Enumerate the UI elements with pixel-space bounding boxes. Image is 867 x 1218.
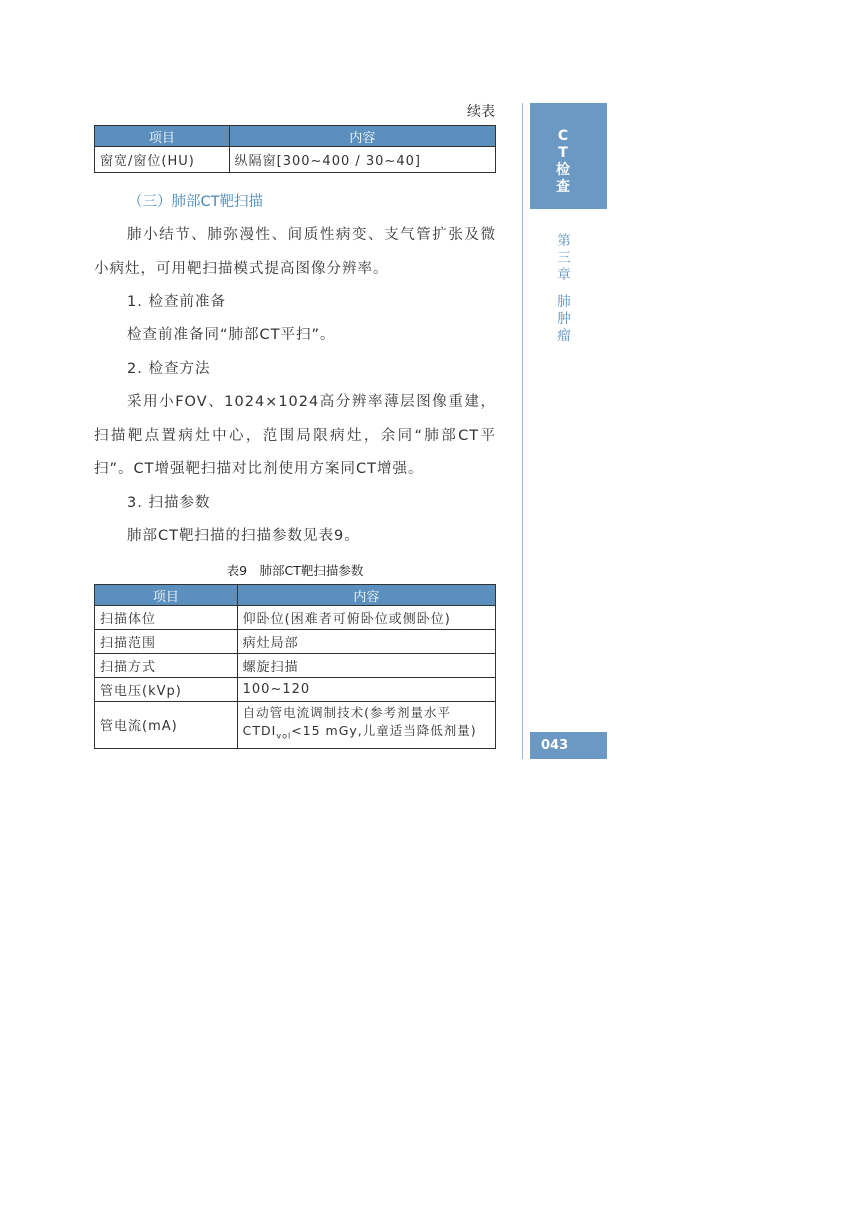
subheading-text: 1. 检查前准备 (127, 294, 226, 310)
cell-line: CTDI (242, 723, 277, 738)
table-row (95, 147, 496, 173)
table-row (95, 630, 496, 654)
table-cell: 仰卧位(困难者可俯卧位或侧卧位) (237, 606, 495, 630)
tab-char: 查 (556, 179, 570, 195)
paragraph-text: 肺部CT靶扫描的扫描参数见表9。 (127, 528, 360, 544)
paragraph-text: 肺小结节、肺弥漫性、间质性病变、支气管扩张及微小病灶，可用靶扫描模式提高图像分辨率。 (94, 227, 496, 277)
table-cell (237, 702, 495, 749)
table-cell: 螺旋扫描 (237, 654, 495, 678)
table-row (95, 606, 496, 630)
table-cell: 窗宽/窗位(HU) (95, 147, 230, 173)
subheading-method (94, 353, 496, 387)
margin-divider (522, 103, 523, 759)
cell-line: 自动管电流调制技术(参考剂量水平 (242, 705, 452, 720)
table-row (95, 654, 496, 678)
tab-char: 检 (556, 162, 570, 178)
paragraph-intro (94, 219, 496, 286)
paragraph-params (94, 520, 496, 554)
chapter-char: 第 (557, 233, 571, 249)
continued-label: 续表 (467, 104, 495, 120)
page-number: 043 (541, 738, 569, 753)
chapter-char: 肿 (557, 311, 571, 327)
chapter-char: 三 (557, 250, 571, 266)
paragraph-prep (94, 319, 496, 353)
chapter-label (556, 233, 572, 345)
table-cell: 纵隔窗[300~400 / 30~40] (229, 147, 495, 173)
tab-char: C (557, 128, 569, 144)
table-cell: 扫描范围 (95, 630, 238, 654)
section-tab-label (555, 128, 571, 196)
subheading-prep (94, 286, 496, 320)
paragraph-method (94, 386, 496, 487)
subheading-text: 2. 检查方法 (127, 361, 211, 377)
table-cell: 管电压(kVp) (95, 678, 238, 702)
parameter-table-continued (94, 125, 496, 173)
table-cell: 扫描方式 (95, 654, 238, 678)
chapter-char: 肺 (557, 294, 571, 310)
paragraph-text: 采用小FOV、1024×1024高分辨率薄层图像重建，扫描靶点置病灶中心，范围局限病灶，余同“肺部CT平扫”。CT增强靶扫描对比剂使用方案同CT增强。 (94, 394, 496, 477)
section-heading: （三）肺部CT靶扫描 (128, 194, 263, 210)
tab-char: T (558, 145, 568, 161)
paragraph-text: 检查前准备同“肺部CT平扫”。 (127, 327, 336, 343)
chapter-char (556, 284, 572, 294)
subheading-params (94, 487, 496, 521)
table1-header-content: 内容 (229, 126, 495, 147)
subheading-text: 3. 扫描参数 (127, 495, 211, 511)
table-row (95, 702, 496, 749)
table2-header-item: 项目 (95, 585, 238, 606)
table-cell: 管电流(mA) (95, 702, 238, 749)
table-caption: 表9 肺部CT靶扫描参数 (226, 563, 364, 578)
table-cell: 100~120 (237, 678, 495, 702)
subscript: vol (276, 731, 292, 741)
scan-parameter-table (94, 584, 496, 749)
table-cell: 病灶局部 (237, 630, 495, 654)
table2-header-content: 内容 (237, 585, 495, 606)
chapter-char: 章 (557, 267, 571, 283)
cell-line: <15 mGy,儿童适当降低剂量) (291, 723, 477, 738)
table-cell: 扫描体位 (95, 606, 238, 630)
chapter-char: 瘤 (557, 328, 571, 344)
table-row (95, 678, 496, 702)
table1-header-item: 项目 (95, 126, 230, 147)
